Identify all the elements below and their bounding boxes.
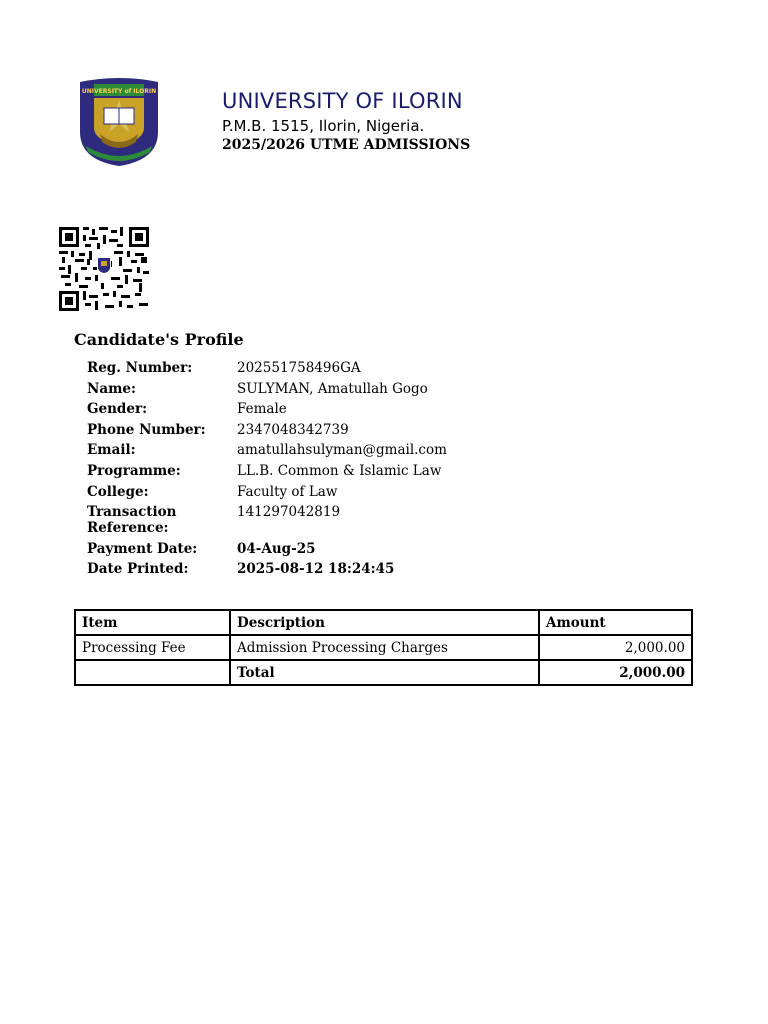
profile-row-email [87,442,647,458]
field-label: Date Printed: [87,561,189,578]
field-label: Email: [87,442,136,459]
empty-cell [75,660,230,685]
profile-row-phone [87,422,647,438]
qr-code [59,227,149,311]
amount-cell: 2,000.00 [539,635,692,660]
candidate-profile [87,360,647,582]
gender-value: Female [237,401,287,418]
field-label: Reg. Number: [87,360,193,376]
profile-row-programme [87,463,647,479]
description-cell: Admission Processing Charges [230,635,539,660]
admission-title: 2025/2026 UTME ADMISSIONS [222,137,471,153]
field-label: Gender: [87,401,148,418]
table-row [75,635,692,660]
profile-row-name [87,381,647,397]
email-value: amatullahsulyman@gmail.com [237,442,447,459]
profile-row-payment-date [87,541,647,557]
college-value: Faculty of Law [237,483,338,500]
column-header: Amount [539,610,692,635]
total-amount: 2,000.00 [539,660,692,685]
item-cell: Processing Fee [75,635,230,660]
field-label: Phone Number: [87,421,206,438]
table-header-row [75,610,692,635]
column-header: Description [230,610,539,635]
field-label: Payment Date: [87,540,198,557]
table-total-row [75,660,692,685]
profile-row-transaction-reference [87,504,647,536]
profile-row-gender [87,401,647,417]
header [222,88,470,154]
university-logo [76,76,162,168]
fees-table [74,609,693,686]
date-printed-value: 2025-08-12 18:24:45 [237,561,395,578]
university-name: UNIVERSITY OF ILORIN [222,89,463,113]
programme-value: LL.B. Common & Islamic Law [237,462,442,479]
total-label: Total [230,660,539,685]
profile-row-college [87,484,647,500]
university-address: P.M.B. 1515, Ilorin, Nigeria. [222,117,425,135]
svg-text:UNIVERSITY of ILORIN: UNIVERSITY of ILORIN [81,88,157,95]
candidate-profile-title: Candidate's Profile [74,330,244,349]
reg-number-value: 202551758496GA [237,360,361,376]
profile-row-date-printed [87,561,647,577]
field-label: Programme: [87,462,181,479]
field-label: Name: [87,380,136,397]
name-value: SULYMAN, Amatullah Gogo [237,380,428,397]
column-header: Item [75,610,230,635]
transaction-reference-value: 141297042819 [237,504,341,521]
payment-date-value: 04-Aug-25 [237,540,316,557]
field-label: College: [87,483,149,500]
phone-value: 2347048342739 [237,421,349,438]
profile-row-reg-number [87,360,647,376]
field-label: Transaction Reference: [87,504,177,537]
